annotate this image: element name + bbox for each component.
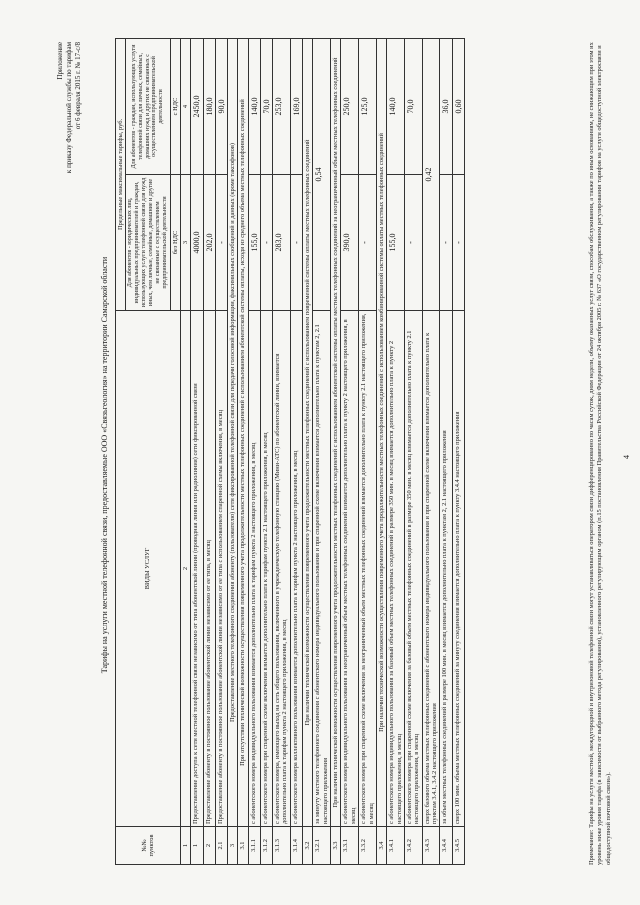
- table-row: [440, 38, 452, 864]
- service-description: с абонентского номера, имеющего выход на сеть общего пользования, включенного в учрежденческую телефонную станцию (Мини-АТС) по абонентской линии, взимается дополнительно плата к тарифам пункта 2 настоящего приложения, в месяц: [273, 311, 291, 827]
- section-heading: При наличии технической возможности осуществления повременного учета продолжительности местных телефонных соединений с использованием повременной системы оплаты местных телефонных соединений: [302, 38, 312, 826]
- tariff-legal: -: [290, 175, 302, 311]
- header-service: ВИДЫ УСЛУГ: [116, 311, 181, 827]
- header-tariffs: Предельные максимальные тарифы, руб.: [116, 38, 126, 310]
- tariff-citizen: 140,0: [387, 38, 405, 174]
- service-description: сверх базового объема местных телефонных соединений с абонентского номера индивидуального пользования и при спаренной схеме включения взимается дополнительно плата к пунктам 3.4.1, 3.4.2 настоящего приложения: [422, 311, 440, 827]
- row-number: 1: [191, 827, 203, 865]
- table-row: [452, 38, 464, 864]
- document-title: Тарифы на услуги местной телефонной связи, предоставляемые ООО «Связьгеология» на территории Самарской области: [100, 256, 109, 674]
- row-number: 3: [227, 827, 237, 865]
- table-row: [313, 38, 331, 864]
- service-description: с абонентского номера коллективного пользования взимается дополнительно плата к тарифам пункта 2 настоящего приложения, в месяц: [290, 311, 302, 827]
- tariff-citizen: 70,0: [260, 38, 272, 174]
- service-description: Предоставление абоненту в постоянное пользование абонентской линии независимо от ее типа, в месяц: [203, 311, 215, 827]
- tariff-shared: 0,54: [313, 38, 331, 310]
- service-description: за объем местных телефонных соединений в размере 100 мин. в месяц взимается дополнительно плата к пунктам 2, 2.1 настоящего приложения: [440, 311, 452, 827]
- tariff-citizen: 253,0: [273, 38, 291, 174]
- tariff-legal: 4000,0: [191, 175, 203, 311]
- section-heading: Предоставление местного телефонного соединения абоненту (пользователю) сети фиксированной телефонной связи для передачи голосовой информации, факсимильных сообщений и данных (кроме таксофонов): [227, 38, 237, 826]
- appendix-order: к приказу Федеральной службы по тарифам: [64, 42, 73, 174]
- header-number: №№ пунктов: [116, 827, 181, 865]
- table-row: [260, 38, 272, 864]
- table-row: [238, 38, 248, 864]
- row-number: 2: [203, 827, 215, 865]
- tariff-legal: 390,0: [341, 175, 359, 311]
- tariff-legal: -: [452, 175, 464, 311]
- tariff-legal: 283,0: [273, 175, 291, 311]
- table-row: [203, 38, 215, 864]
- note: [588, 39, 613, 865]
- row-number: 3.3: [331, 827, 341, 865]
- header-legal: Для абонентов - юридических лиц, индивидуальных предпринимателей и граждан, использующих услуги телефонной связи для нужд иных, чем личные, семейные, домашние и другие не связанные с осуществлением предпринимательской деятельности: [126, 175, 170, 311]
- service-description: с абонентского номера индивидуального пользования за неограниченный объем местных телефонных соединений взимается дополнительно плата к пункту 2 настоящего приложения, в месяц: [341, 311, 359, 827]
- service-description: с абонентского номера индивидуального пользования за базовый объем местных телефонных соединений в размере 350 мин. в месяц взимается дополнительно плата к пункту 2 настоящего приложения, в месяц: [387, 311, 405, 827]
- tariff-table-body: [191, 38, 464, 864]
- tariff-citizen: 250,0: [341, 38, 359, 174]
- header-with-vat: с НДС: [170, 38, 180, 174]
- table-row: [215, 38, 227, 864]
- table-row: [376, 38, 386, 864]
- header-col-3: 3: [181, 175, 191, 311]
- service-description: с абонентского номера индивидуального пользования взимается дополнительно плата к тарифам пункта 2 настоящего приложения, в месяц: [248, 311, 260, 827]
- table-row: [227, 38, 237, 864]
- tariff-citizen: 2450,0: [191, 38, 203, 174]
- tariff-citizen: 169,0: [290, 38, 302, 174]
- service-description: с абонентского номера при спаренной схеме включения за неограниченный объем местных телефонных соединений взимается дополнительно плата к пункту 2.1 настоящего приложения, в месяц: [359, 311, 377, 827]
- service-description: с абонентского номера при спаренной схеме включения взимается дополнительно плата к тарифам пункта 2.1 настоящего приложения, в месяц: [260, 311, 272, 827]
- note-text: Тарифы на услуги местной, междугородной и внутризоновой телефонной связи могут устанавливаться оператором связи дифференцированно по часам суток, дням недели, объему оказанных услуг связи, способам обслуживания, а также по иным основаниям, не снижающим при этом их уровень ниже уровня тарифа (в зависимости от выбранного метода регулирования), установленного регулирующим органом (п.15 постановления Правительства Российской Федерации от 24 октября 2005 г. № 637 «О государственном регулировании тарифов на услуги общедоступной электросвязи и общедоступной почтовой связи»).: [588, 42, 612, 865]
- row-number: 3.4.4: [440, 827, 452, 865]
- tariff-citizen: 0,60: [452, 38, 464, 174]
- row-number: 3.1.3: [273, 827, 291, 865]
- section-heading: При наличии технической возможности осуществления повременного учета продолжительности местных телефонных соединений с использованием абонентской системы оплаты местных телефонных соединений за неограниченный объем местных телефонных соединений: [331, 38, 341, 826]
- appendix-label: Приложение: [56, 42, 64, 80]
- tariff-citizen: 180,0: [203, 38, 215, 174]
- table-row: [341, 38, 359, 864]
- table-row: [359, 38, 377, 864]
- tariff-legal: -: [440, 175, 452, 311]
- tariff-legal: 155,0: [387, 175, 405, 311]
- note-label: Примечание:: [588, 829, 595, 865]
- page-number: 4: [622, 455, 631, 459]
- service-description: Предоставление абоненту в постоянное пользование абонентской линии независимо от ее типа с использованием спаренной схемы включения, в месяц: [215, 311, 227, 827]
- service-description: сверх 100 мин. объема местных телефонных соединений за минуту соединения взимается дополнительно плата к пункту 3.4.4 настоящего приложения: [452, 311, 464, 827]
- row-number: 3.4.2: [404, 827, 422, 865]
- row-number: 3.4: [376, 827, 386, 865]
- row-number: 3.1.1: [248, 827, 260, 865]
- header-col-4: 4: [181, 38, 191, 174]
- table-row: [302, 38, 312, 864]
- tariff-citizen: 140,0: [248, 38, 260, 174]
- row-number: 3.3.1: [341, 827, 359, 865]
- table-row: [248, 38, 260, 864]
- service-description: Предоставление доступа к сети местной телефонной связи независимо от типа абонентской линии (проводная линия или радиолиния) сети фиксированной связи: [191, 311, 203, 827]
- tariff-table: [115, 38, 465, 865]
- tariff-legal: -: [260, 175, 272, 311]
- table-row: [422, 38, 440, 864]
- row-number: 3.1: [238, 827, 248, 865]
- row-number: 3.4.1: [387, 827, 405, 865]
- table-row: [387, 38, 405, 864]
- tariff-citizen: 36,0: [440, 38, 452, 174]
- row-number: 3.2.1: [313, 827, 331, 865]
- table-row: [273, 38, 291, 864]
- tariff-citizen: 90,0: [215, 38, 227, 174]
- appendix-date: от 6 февраля 2015 г. № 17-с/8: [73, 42, 82, 130]
- tariff-citizen: 70,0: [404, 38, 422, 174]
- table-row: [191, 38, 203, 864]
- row-number: 2.1: [215, 827, 227, 865]
- table-row: [404, 38, 422, 864]
- tariff-legal: -: [215, 175, 227, 311]
- tariff-legal: -: [359, 175, 377, 311]
- header-col-1: 1: [181, 827, 191, 865]
- tariff-shared: 0,42: [422, 38, 440, 310]
- table-row: [331, 38, 341, 864]
- header-no-vat: без НДС: [170, 175, 180, 311]
- table-row: [290, 38, 302, 864]
- row-number: 3.1.4: [290, 827, 302, 865]
- section-heading: При отсутствии технической возможности осуществления повременного учета продолжительности местных телефонных соединений с использованием абонентской системы оплаты, исходя из среднего объема местных телефонных соединений: [238, 38, 248, 826]
- header-citizen: Для абонентов - граждан, использующих услуги телефонной связи для личных, семейных, домашних нужд и других не связанных с осуществлением предпринимательской деятельности: [126, 38, 170, 174]
- row-number: 3.2: [302, 827, 312, 865]
- tariff-citizen: 125,0: [359, 38, 377, 174]
- tariff-legal: 202,0: [203, 175, 215, 311]
- section-heading: При наличии технической возможности осуществления повременного учета продолжительности местных телефонных соединений с использованием комбинированной системы оплаты местных телефонных соединений: [376, 38, 386, 826]
- service-description: за минуту местного телефонного соединения с абонентского номера индивидуального пользования и при спаренной схеме включения взимается дополнительно плата к пунктам 2, 2.1 настоящего приложения: [313, 311, 331, 827]
- tariff-legal: 155,0: [248, 175, 260, 311]
- row-number: 3.4.5: [452, 827, 464, 865]
- row-number: 3.4.3: [422, 827, 440, 865]
- row-number: 3.1.2: [260, 827, 272, 865]
- service-description: с абонентского номера при спаренной схеме включения за базовый объем местных телефонных соединений в размере 350 мин. в месяц взимается дополнительно плата к пункту 2.1 настоящего приложения, в месяц: [404, 311, 422, 827]
- row-number: 3.3.2: [359, 827, 377, 865]
- appendix-header: [56, 42, 82, 302]
- header-col-2: 2: [181, 311, 191, 827]
- tariff-legal: -: [404, 175, 422, 311]
